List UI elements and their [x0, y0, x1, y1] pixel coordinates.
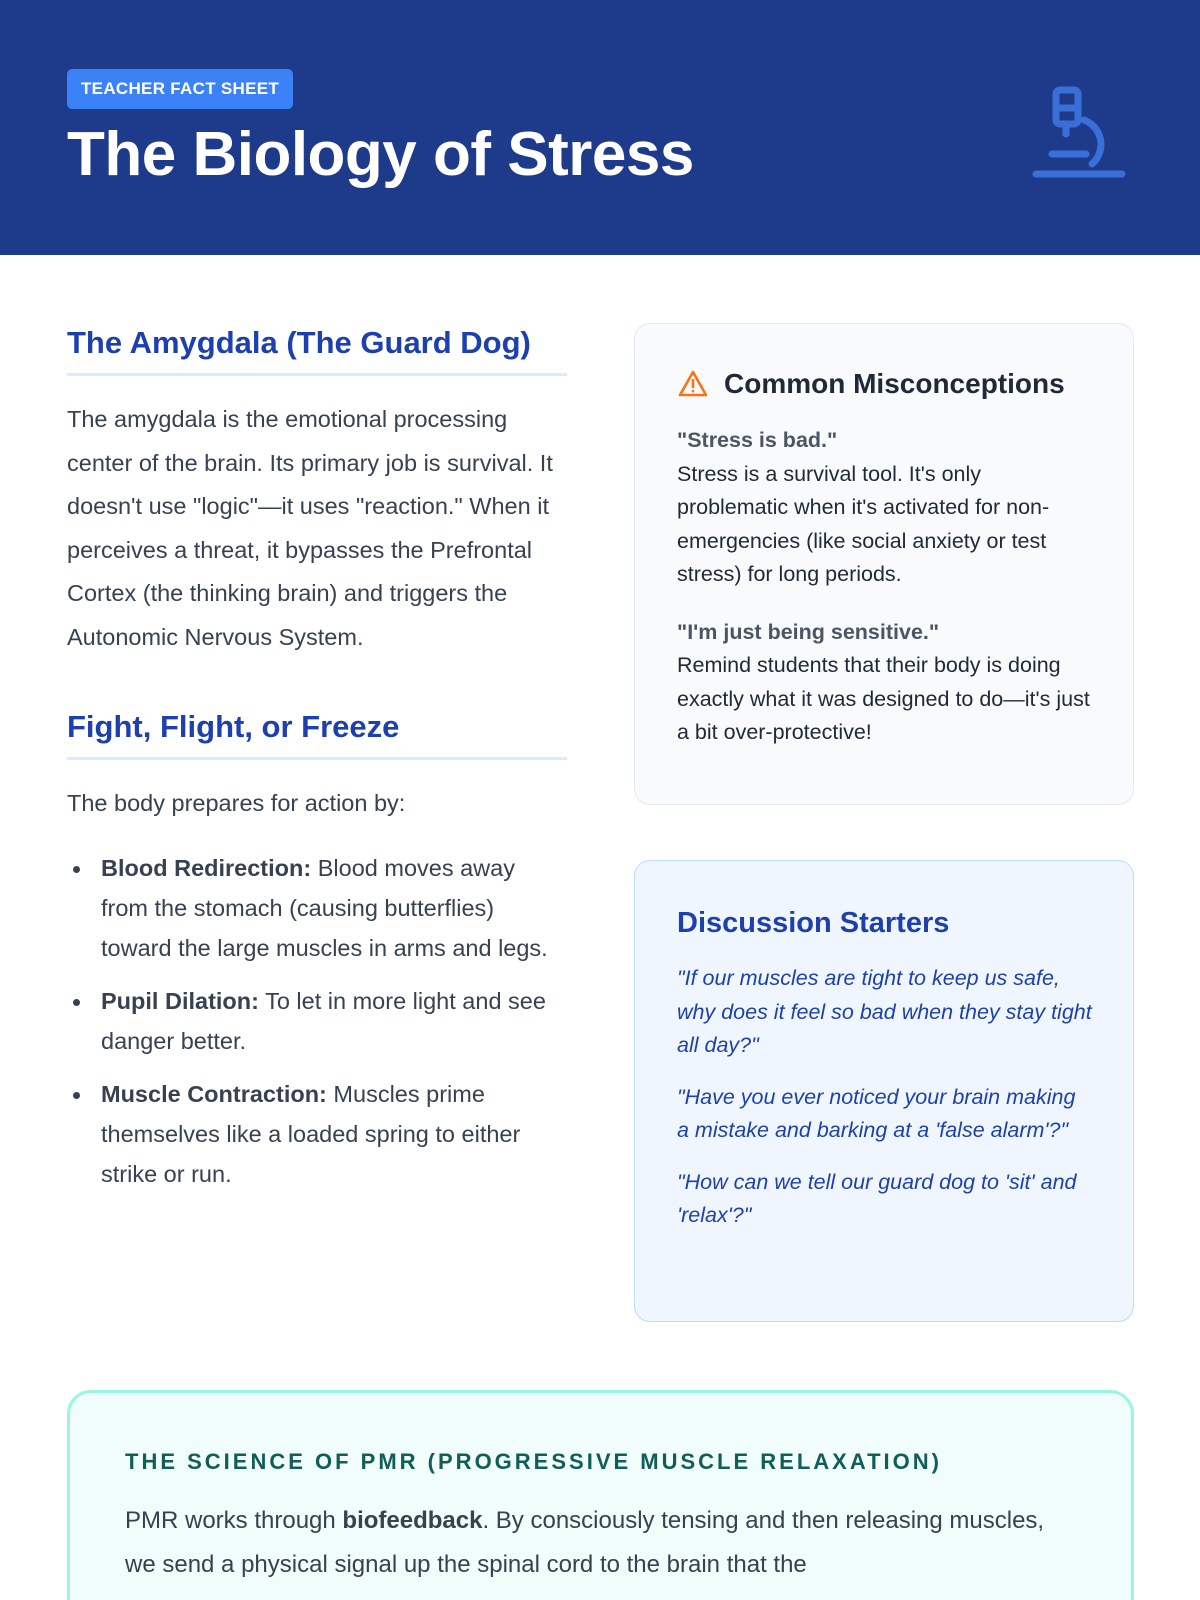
body-response-list — [67, 848, 567, 1194]
amygdala-heading: The Amygdala (The Guard Dog) — [67, 325, 567, 376]
page-header — [0, 0, 1200, 255]
warning-icon — [677, 368, 709, 400]
misconception-answer: Remind students that their body is doing exactly what it was designed to do—it's just a bit over-protective! — [677, 653, 1090, 744]
content-area — [0, 255, 1200, 1600]
pmr-science-box — [67, 1390, 1134, 1600]
list-item-term: Muscle Contraction: — [101, 1080, 327, 1107]
fight-flight-freeze-heading: Fight, Flight, or Freeze — [67, 709, 567, 760]
left-column — [67, 325, 567, 1207]
bullet-icon — [73, 1092, 80, 1099]
fact-sheet-badge: TEACHER FACT SHEET — [67, 69, 293, 109]
amygdala-paragraph: The amygdala is the emotional processing center of the brain. Its primary job is survival. It doesn't use "logic"—it uses "reaction." When it perceives a threat, it bypasses the Prefrontal Cortex (the thinking brain) and triggers the Autonomic Nervous System. — [67, 406, 553, 650]
pmr-paragraph — [125, 1499, 1076, 1587]
misconceptions-card — [634, 323, 1134, 805]
pmr-heading: THE SCIENCE OF PMR (PROGRESSIVE MUSCLE RELAXATION) — [125, 1449, 942, 1474]
list-item-text: Muscles prime themselves like a loaded spring to either strike or run. — [101, 1080, 521, 1187]
discussion-quote: "Have you ever noticed your brain making a mistake and barking at a 'false alarm'?" — [677, 1084, 1076, 1142]
list-item-text: To let in more light and see danger better. — [101, 987, 546, 1054]
discussion-heading: Discussion Starters — [677, 907, 950, 939]
bullet-icon — [73, 999, 80, 1006]
misconception-item — [677, 424, 1093, 592]
bullet-icon — [73, 866, 80, 873]
misconception-item — [677, 616, 1093, 750]
discussion-quote: "How can we tell our guard dog to 'sit' and 'relax'?" — [677, 1169, 1077, 1227]
list-item — [67, 1074, 567, 1194]
misconception-answer: Stress is a survival tool. It's only problematic when it's activated for non-emergencies (like social anxiety or test stress) for long periods. — [677, 461, 1050, 586]
misconceptions-title: Common Misconceptions — [724, 368, 1065, 399]
page-title: The Biology of Stress — [67, 120, 694, 189]
fff-intro: The body prepares for action by: — [67, 790, 406, 816]
list-item-term: Pupil Dilation: — [101, 987, 259, 1014]
pmr-text-start: PMR works through — [125, 1507, 343, 1534]
misconceptions-heading — [677, 368, 1093, 400]
pmr-bold-term: biofeedback — [342, 1507, 483, 1534]
list-item-text: Blood moves away from the stomach (causing butterflies) toward the large muscles in arms and legs. — [101, 854, 548, 961]
misconception-quote: "Stress is bad." — [677, 428, 838, 452]
discussion-starters-card — [634, 860, 1134, 1322]
microscope-icon — [1032, 78, 1128, 182]
list-item-term: Blood Redirection: — [101, 854, 312, 881]
list-item — [67, 981, 567, 1061]
list-item — [67, 848, 567, 968]
pmr-text-end: . By consciously tensing and then releasing muscles, we send a physical signal up the spinal cord to the brain that the — [125, 1507, 1045, 1578]
misconception-quote: "I'm just being sensitive." — [677, 619, 940, 644]
discussion-quote: "If our muscles are tight to keep us safe, why does it feel so bad when they stay tight all day?" — [677, 966, 1092, 1057]
